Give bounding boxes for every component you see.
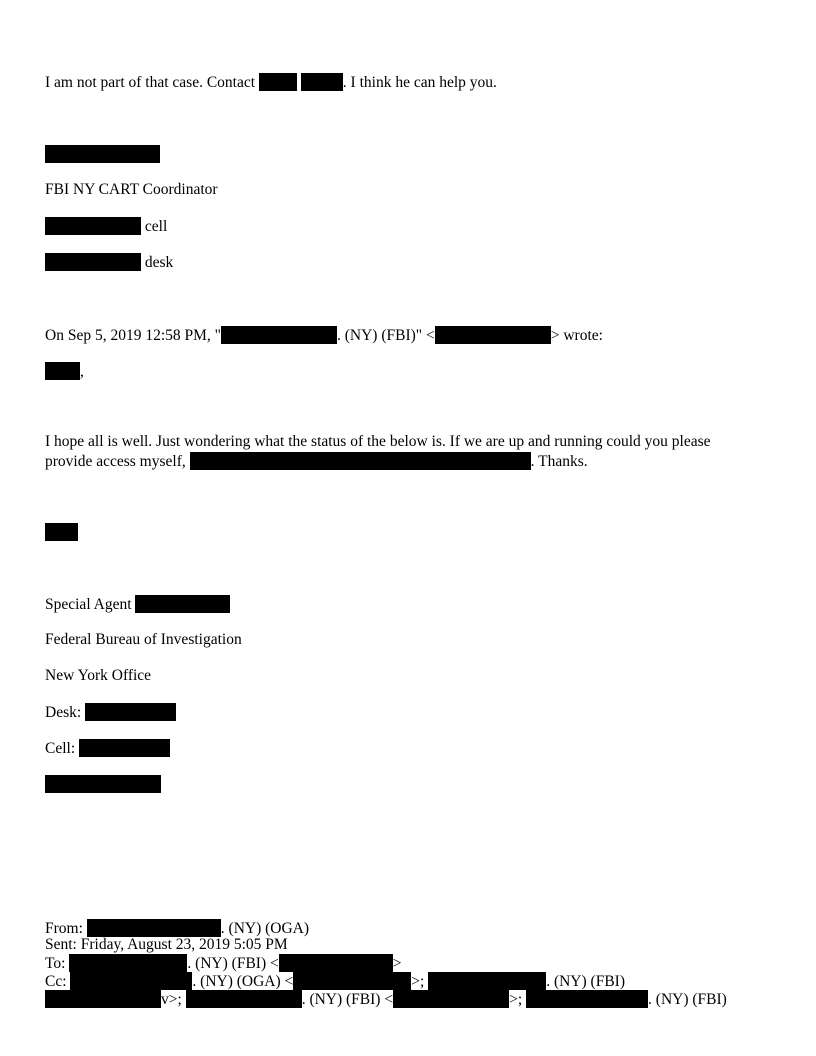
redaction	[45, 145, 160, 163]
redaction	[393, 990, 509, 1008]
reply-line	[45, 73, 497, 92]
redaction	[190, 452, 531, 470]
redaction	[70, 972, 192, 990]
redaction	[87, 919, 221, 937]
header-from	[45, 919, 309, 937]
signature2-office: New York Office	[45, 667, 152, 684]
cell-label: Cell:	[45, 740, 76, 757]
desk-label: Desk:	[45, 704, 82, 721]
greeting-suffix: ,	[80, 363, 84, 380]
from-suffix: . (NY) (OGA)	[220, 920, 310, 937]
desk-suffix: desk	[144, 254, 174, 271]
redaction	[428, 972, 546, 990]
redaction	[85, 703, 176, 721]
to-label: To:	[45, 955, 66, 972]
quote-text-post: > wrote:	[550, 327, 603, 344]
message-line-2-pre: provide access myself,	[45, 453, 186, 470]
redaction	[45, 990, 161, 1008]
signature2-email	[45, 775, 161, 794]
redaction	[45, 253, 141, 271]
redaction	[135, 595, 230, 613]
redaction	[186, 990, 302, 1008]
header-to	[45, 954, 401, 972]
message-line-2	[45, 452, 588, 471]
redaction	[45, 362, 80, 380]
cc-label: Cc:	[45, 973, 67, 990]
to-suffix: . (NY) (FBI) <	[187, 955, 279, 972]
greeting-line	[45, 362, 84, 381]
redaction	[301, 73, 343, 91]
redaction	[435, 326, 551, 344]
redaction	[45, 217, 141, 235]
redaction	[221, 326, 337, 344]
quote-line	[45, 326, 603, 345]
message-line-1: I hope all is well. Just wondering what the status of the below is. If we are up and running could you please	[45, 433, 711, 450]
signature2-title	[45, 595, 230, 614]
signature2-cell	[45, 739, 170, 758]
signature1-title: FBI NY CART Coordinator	[45, 181, 218, 198]
cc-text-b: >;	[411, 973, 425, 990]
redaction	[79, 739, 170, 757]
redaction	[526, 990, 648, 1008]
quote-text-mid: . (NY) (FBI)" <	[336, 327, 435, 344]
title-prefix: Special Agent	[45, 596, 132, 613]
cc2-text-d: . (NY) (FBI)	[648, 991, 727, 1008]
message-line-2-post: . Thanks.	[530, 453, 588, 470]
reply-text-post: . I think he can help you.	[342, 74, 497, 91]
signature1-cell	[45, 217, 167, 236]
signature2-org: Federal Bureau of Investigation	[45, 631, 242, 648]
redaction	[259, 73, 297, 91]
header-sent: Sent: Friday, August 23, 2019 5:05 PM	[45, 936, 288, 953]
header-cc-line-1	[45, 972, 625, 990]
cc2-text-b: . (NY) (FBI) <	[301, 991, 394, 1008]
cc2-text-a: v>;	[161, 991, 182, 1008]
redaction	[293, 972, 411, 990]
from-label: From:	[45, 920, 83, 937]
to-end: >	[392, 955, 402, 972]
cc2-text-c: >;	[509, 991, 523, 1008]
redaction	[45, 523, 78, 541]
reply-text-pre: I am not part of that case. Contact	[45, 74, 256, 91]
redaction	[45, 775, 161, 793]
signature1-name	[45, 145, 160, 164]
signature2-desk	[45, 703, 176, 722]
cell-suffix: cell	[144, 218, 168, 235]
header-cc-line-2	[45, 990, 727, 1008]
cc-text-c: . (NY) (FBI)	[546, 973, 625, 990]
quote-text-pre: On Sep 5, 2019 12:58 PM, "	[45, 327, 221, 344]
sender-initials	[45, 523, 78, 542]
signature1-desk	[45, 253, 173, 272]
redaction	[279, 954, 393, 972]
cc-text-a: . (NY) (OGA) <	[192, 973, 294, 990]
redaction	[69, 954, 187, 972]
